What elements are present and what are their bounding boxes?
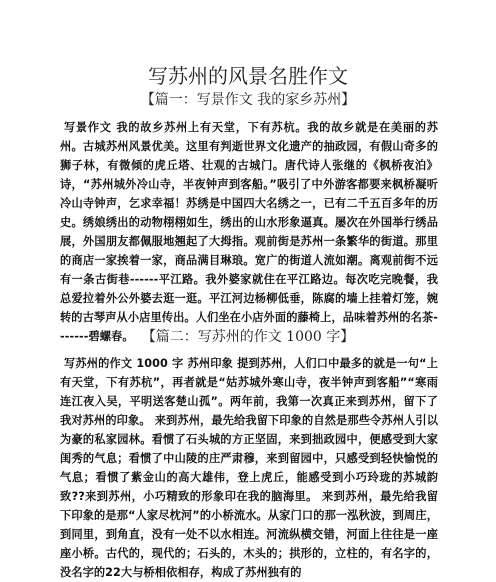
document-title: 写苏州的风景名胜作文 — [148, 64, 348, 88]
section-1-body: 写景作文 我的故乡苏州上有天堂，下有苏杭。我的故乡就是在美丽的苏州。古城苏州风景优美。这里有判逝世界文化遗产的抽政园，有假山奇多的狮子林，有微倾的虎丘塔、壮观的古城门。唐代诗人张继的《枫桥夜泊》诗，“苏州城外冷山寺，半夜钟声到客船。”吸引了中外游客都要来枫桥凝听冷山寺钟声，乞求幸福！苏绣是中国四大名绣之一，已有二千五百多年的历史。绣娘绣出的动物栩栩如生，绣出的山水形象逼真。屡次在外国举行绣品展，外国朋友都佩服地翘起了大拇指。观前街是苏州一条繁华的街道。那里的商店一家挨着一家，商品满目琳琅。宽广的街道人流如潮。离观前街不远有一条古街巷------平江路。我外婆家就住在平江路边。每次吃完晚餐，我总爱拉着外公外婆去逛一逛。平江河边杨柳低垂，陈腐的墙上挂着灯笼，婉转的古琴声从小店里传出。人们坐在小店外面的藤椅上，品味着苏州的名茶-------碧螺春。 — [60, 121, 438, 343]
section-1-heading: 【篇一：写景作文 我的家乡苏州】 — [140, 92, 356, 108]
section-2-body: 写苏州的作文 1000 字 苏州印象 提到苏州，人们口中最多的就是一句“上有天堂，下有苏杭”，再者就是“姑苏城外寒山寺，夜半钟声到客船”“寒雨连江夜入吴，平明送客楚山孤”。两年前，我第一次真正来到苏州，留下了我对苏州的印象。 来到苏州，最先给我留下印象的自然是那些令苏州人引以为豪的私家园林。看惯了石头城的方正坚固，来到拙政园中，便感受到大家闺秀的气息；看惯了中山陵的庄严肃穆，来到留园中，只感受到轻快愉悦的气息；看惯了紫金山的高大雄伟，登上虎丘，能感受到小巧玲珑的苏城韵致??来到苏州，小巧精致的形象印在我的脑海里。 来到苏州，最先给我留下印象的是那“人家尽枕河”的小桥流水。从家门口的那一泓秋波，到周庄，到同里，到角直，没有一处不以水相连。河流纵横交错，河面上往往是一座座小桥。古代的，现代的；石头的，木头的；拱形的，立柱的，有名字的，没名字的22大与桥相依相存，构成了苏州独有的 — [60, 357, 438, 579]
section-2-heading: 【篇二：写苏州的作文 1000 字】 — [141, 329, 355, 345]
